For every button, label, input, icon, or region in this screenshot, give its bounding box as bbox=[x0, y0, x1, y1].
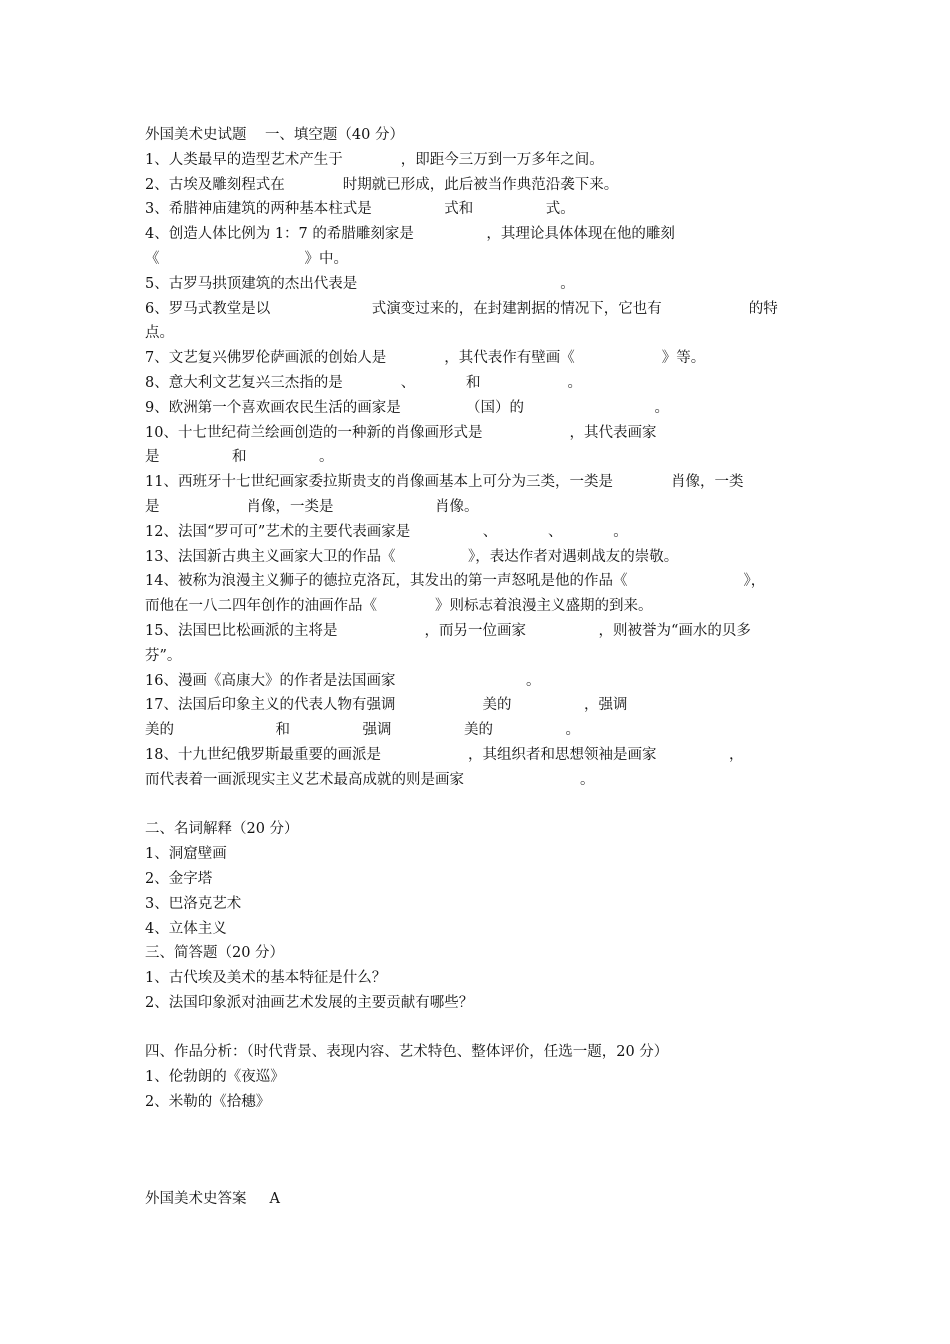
question-line: 美的 和 强调 美的 。 bbox=[145, 722, 580, 739]
answer-title: 外国美术史答案 bbox=[145, 1190, 247, 1207]
section-2-heading: 二、名词解释（20 分） bbox=[145, 821, 299, 838]
header-line bbox=[145, 123, 810, 148]
question-line: 《 》中。 bbox=[145, 250, 348, 267]
work-item: 1、伦勃朗的《夜巡》 bbox=[145, 1069, 285, 1086]
section-3-heading: 三、简答题（20 分） bbox=[145, 945, 285, 962]
fill-in-questions bbox=[145, 148, 810, 793]
section-4-heading: 四、作品分析：（时代背景、表现内容、艺术特色、整体评价，任选一题，20 分） bbox=[145, 1044, 669, 1061]
question-line: 5、古罗马拱顶建筑的杰出代表是 。 bbox=[145, 275, 575, 292]
term-item: 1、洞窟壁画 bbox=[145, 846, 227, 863]
question-line: 芬”。 bbox=[145, 647, 182, 664]
short-answer-item: 1、古代埃及美术的基本特征是什么？ bbox=[145, 970, 387, 987]
question-line: 17、法国后印象主义的代表人物有强调 美的 ，强调 bbox=[145, 697, 628, 714]
question-line: 1、人类最早的造型艺术产生于 ，即距今三万到一万多年之间。 bbox=[145, 151, 604, 168]
question-line: 15、法国巴比松画派的主将是 ，而另一位画家 ，则被誉为“画水的贝多 bbox=[145, 622, 751, 639]
question-line: 是 肖像，一类是 肖像。 bbox=[145, 498, 479, 515]
question-line: 2、古埃及雕刻程式在 时期就已形成，此后被当作典范沿袭下来。 bbox=[145, 176, 619, 193]
question-line: 6、罗马式教堂是以 式演变过来的，在封建割据的情况下，它也有 的特 bbox=[145, 300, 778, 317]
spacer bbox=[145, 793, 810, 818]
doc-title: 外国美术史试题 bbox=[145, 127, 247, 143]
spacer bbox=[145, 1115, 810, 1187]
answer-code: A bbox=[269, 1190, 281, 1207]
question-line: 而代表着一画派现实主义艺术最高成就的则是画家 。 bbox=[145, 771, 595, 788]
question-line: 9、欧洲第一个喜欢画农民生活的画家是 （国）的 。 bbox=[145, 399, 669, 416]
question-line: 10、十七世纪荷兰绘画创造的一种新的肖像画形式是 ，其代表画家 bbox=[145, 424, 657, 441]
question-line: 14、被称为浪漫主义狮子的德拉克洛瓦，其发出的第一声怒吼是他的作品《 》， bbox=[145, 573, 766, 590]
exam-document bbox=[145, 123, 810, 1212]
spacer bbox=[145, 1016, 810, 1041]
term-item: 2、金字塔 bbox=[145, 870, 213, 887]
question-line: 4、创造人体比例为 1：7 的希腊雕刻家是 ，其理论具体体现在他的雕刻 bbox=[145, 226, 675, 243]
question-line: 3、希腊神庙建筑的两种基本柱式是 式和 式。 bbox=[145, 201, 575, 218]
work-item: 2、米勒的《拾穗》 bbox=[145, 1094, 271, 1111]
question-line: 11、西班牙十七世纪画家委拉斯贵支的肖像画基本上可分为三类，一类是 肖像，一类 bbox=[145, 474, 744, 491]
term-item: 4、立体主义 bbox=[145, 920, 227, 937]
question-line: 点。 bbox=[145, 325, 174, 342]
question-line: 8、意大利文艺复兴三杰指的是 、 和 。 bbox=[145, 374, 582, 391]
question-line: 13、法国新古典主义画家大卫的作品《 》，表达作者对遇刺战友的崇敬。 bbox=[145, 548, 679, 565]
question-line: 18、十九世纪俄罗斯最重要的画派是 ，其组织者和思想领袖是画家 ， bbox=[145, 746, 744, 763]
short-answer-item: 2、法国印象派对油画艺术发展的主要贡献有哪些？ bbox=[145, 994, 474, 1011]
question-line: 而他在一八二四年创作的油画作品《 》则标志着浪漫主义盛期的到来。 bbox=[145, 598, 653, 615]
question-line: 12、法国“罗可可”艺术的主要代表画家是 、 、 。 bbox=[145, 523, 628, 540]
question-line: 7、文艺复兴佛罗伦萨画派的创始人是 ，其代表作有壁画《 》等。 bbox=[145, 350, 706, 367]
section-1-heading: 一、填空题（40 分） bbox=[264, 127, 404, 143]
question-line: 16、漫画《高康大》的作者是法国画家 。 bbox=[145, 672, 541, 689]
term-item: 3、巴洛克艺术 bbox=[145, 895, 242, 912]
question-line: 是 和 。 bbox=[145, 449, 334, 466]
answer-header bbox=[145, 1187, 810, 1212]
